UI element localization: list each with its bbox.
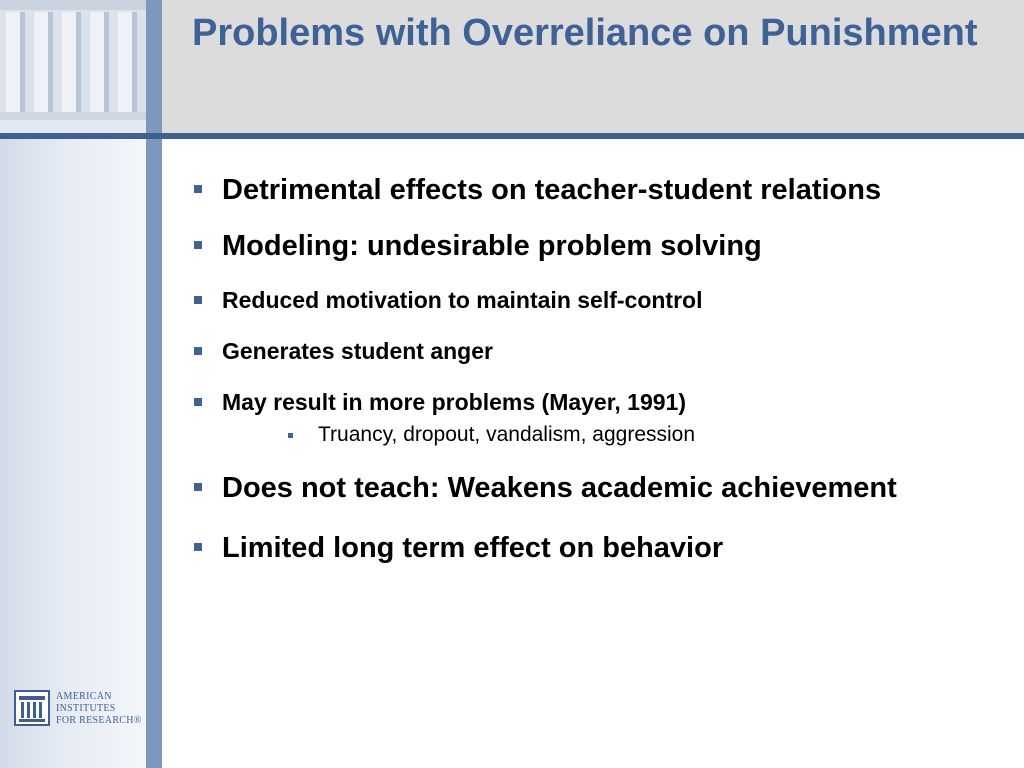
bullet-text: Generates student anger [222, 338, 493, 364]
bullet-item [190, 388, 990, 416]
bullet-list [190, 172, 990, 566]
square-bullet-icon [194, 483, 202, 491]
left-accent-stripe [146, 0, 162, 768]
square-bullet-icon [194, 398, 202, 406]
organization-logo [14, 690, 144, 730]
header-divider [0, 133, 1024, 139]
logo-wordmark [56, 691, 142, 727]
bullet-item [190, 470, 990, 506]
square-bullet-icon [194, 241, 202, 249]
logo-line: FOR RESEARCH® [56, 715, 142, 726]
bullet-item [190, 337, 990, 365]
bullet-text: Does not teach: Weakens academic achievement [222, 472, 897, 504]
bullet-item [190, 172, 990, 208]
building-columns-image [0, 0, 146, 133]
bullet-text: Detrimental effects on teacher-student relations [222, 174, 882, 206]
bullet-text: Limited long term effect on behavior [222, 532, 724, 564]
square-bullet-icon [194, 347, 202, 355]
square-bullet-icon [194, 296, 202, 304]
square-bullet-icon [194, 185, 202, 193]
bullet-text: Reduced motivation to maintain self-control [222, 287, 703, 313]
bullet-text: Modeling: undesirable problem solving [222, 230, 762, 262]
sub-bullet-text: Truancy, dropout, vandalism, aggression [318, 423, 696, 446]
slide-title: Problems with Overreliance on Punishment [192, 12, 978, 54]
bullet-item [190, 286, 990, 314]
sub-bullet-item [190, 422, 990, 448]
bullet-text: May result in more problems (Mayer, 1991) [222, 389, 687, 415]
logo-line: AMERICAN [56, 691, 112, 702]
columns-logo-icon [14, 690, 50, 726]
square-bullet-icon [194, 543, 202, 551]
bullet-item [190, 530, 990, 566]
square-bullet-icon [288, 433, 293, 438]
logo-line: INSTITUTES [56, 703, 116, 714]
bullet-item [190, 228, 990, 264]
